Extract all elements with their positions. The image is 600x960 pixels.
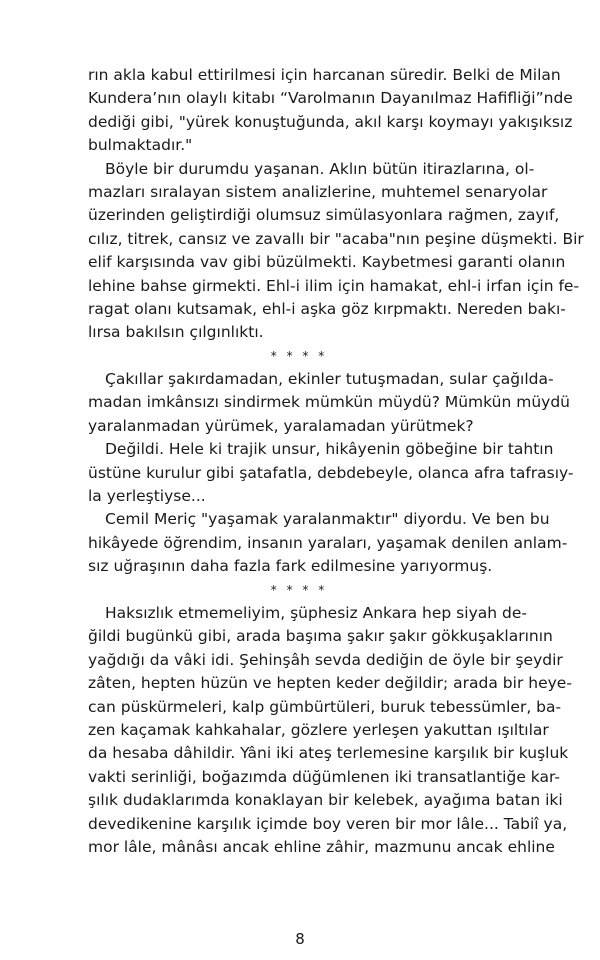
text-line: yaralanmadan yürümek, yaralamadan yürütmek? <box>88 416 474 435</box>
text-line: zen kaçamak kahkahalar, gözlere yerleşen yakuttan ışıltılar <box>88 720 549 739</box>
text-line: can püskürmeleri, kalp gümbürtüleri, buruk tebessümler, ba- <box>88 697 562 716</box>
section-separator: * * * * <box>270 348 328 363</box>
text-line: şılık dudaklarımda konaklayan bir kelebek, ayağıma batan iki <box>88 791 563 810</box>
body-text <box>88 64 584 859</box>
text-line: devedikenine karşılık içimde boy veren bir mor lâle... Tabiî ya, <box>88 814 568 833</box>
text-line: ragat olanı kutsamak, ehl-i aşka göz kırpmaktı. Nereden bakı- <box>88 299 566 318</box>
text-line: üstüne kurulur gibi şatafatla, debdebeyle, olanca afra tafrasıy- <box>88 463 574 482</box>
text-line: la yerleştiyse... <box>88 487 206 506</box>
text-line: hikâyede öğrendim, insanın yaraları, yaşamak denilen anlam- <box>88 533 568 552</box>
page-number: 8 <box>295 930 305 948</box>
text-line: dediği gibi, "yürek konuştuğunda, akıl karşı koymayı yakışıksız <box>88 112 573 131</box>
text-line: lehine bahse girmekti. Ehl-i ilim için hamakat, ehl-i irfan için fe- <box>88 276 580 295</box>
text-line: sız uğraşının daha fazla fark edilmesine yarıyormuş. <box>88 557 493 576</box>
text-line: Böyle bir durumdu yaşanan. Aklın bütün itirazlarına, ol- <box>105 159 535 178</box>
text-line: da hesaba dâhildir. Yâni iki ateş terlemesine karşılık bir kuşluk <box>88 744 569 763</box>
text-line: yağdığı da vâki idi. Şehinşâh sevda dediğin de öyle bir şeydir <box>88 650 563 669</box>
text-line: Kundera’nın olaylı kitabı “Varolmanın Dayanılmaz Hafifliği”nde <box>88 89 573 108</box>
text-line: mazları sıralayan sistem analizlerine, muhtemel senaryolar <box>88 182 548 201</box>
text-line: Çakıllar şakırdamadan, ekinler tutuşmadan, sular çağılda- <box>105 370 554 389</box>
text-line: elif karşısında vav gibi büzülmekti. Kaybetmesi garanti olanın <box>88 253 566 272</box>
text-line: vakti serinliği, boğazımda düğümlenen iki transatlantiğe kar- <box>88 767 560 786</box>
section-separator: * * * * <box>270 582 328 597</box>
text-line: zâten, hepten hüzün ve hepten keder değildir; arada bir heye- <box>88 674 572 693</box>
text-line: Haksızlık etmemeliyim, şüphesiz Ankara hep siyah de- <box>105 603 527 622</box>
text-line: madan imkânsızı sindirmek mümkün müydü? Mümkün müydü <box>88 393 570 412</box>
text-line: mor lâle, mânâsı ancak ehline zâhir, mazmunu ancak ehline <box>88 837 555 856</box>
text-line: rın akla kabul ettirilmesi için harcanan süredir. Belki de Milan <box>88 66 561 84</box>
text-line: cılız, titrek, cansız ve zavallı bir "acaba"nın peşine düşmekti. Bir <box>88 229 584 248</box>
text-line: ğildi bugünkü gibi, arada başıma şakır şakır gökkuşaklarının <box>88 627 553 646</box>
text-line: Cemil Meriç "yaşamak yaralanmaktır" diyordu. Ve ben bu <box>105 510 550 529</box>
text-line: bulmaktadır." <box>88 136 193 155</box>
text-line: Değildi. Hele ki trajik unsur, hikâyenin göbeğine bir tahtın <box>105 440 554 459</box>
text-line: lırsa bakılsın çılgınlıktı. <box>88 323 264 342</box>
text-line: üzerinden geliştirdiği olumsuz simülasyonlara rağmen, zayıf, <box>88 206 560 225</box>
